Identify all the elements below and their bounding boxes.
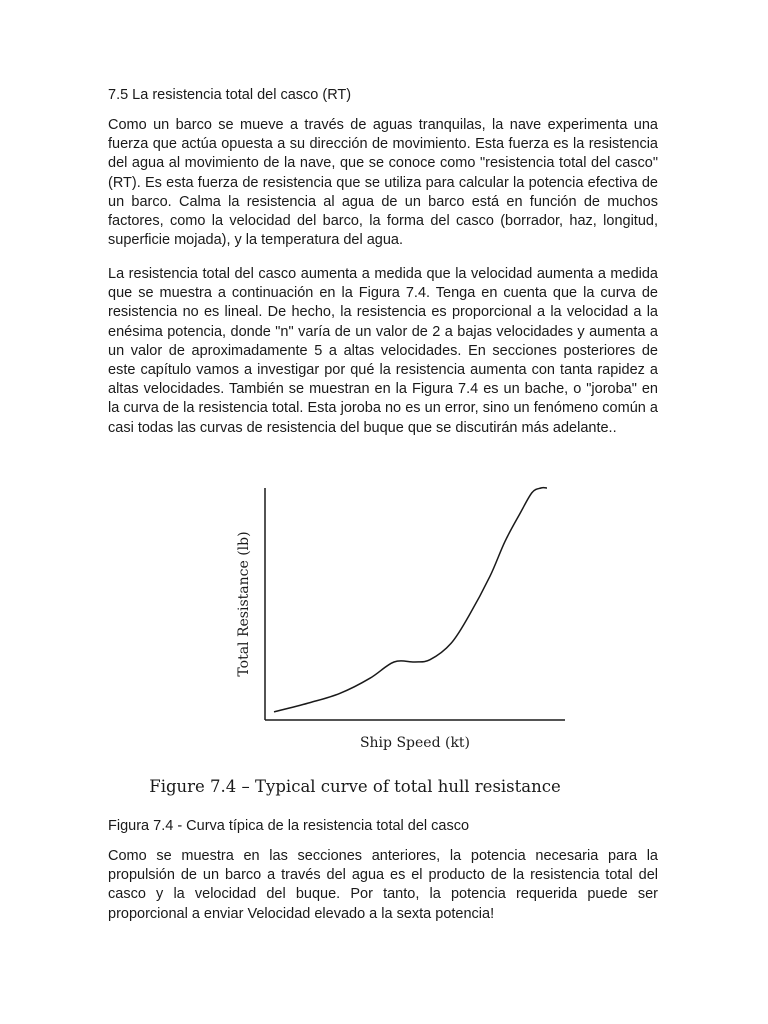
figure-caption-spanish: Figura 7.4 - Curva típica de la resistencia total del casco	[108, 818, 470, 834]
paragraph-intro: Como un barco se mueve a través de aguas tranquilas, la nave experimenta una fuerza que actúa opuesta a su dirección de movimiento. Esta fuerza es la resistencia del agua al movimiento de la nave, que se conoce como "resistencia total del casco" (RT). Es esta fuerza de resistencia que se utiliza para calcular la potencia efectiva de un barco. Calma la resistencia al agua de un barco está en función de muchos factores, como la velocidad del barco, la forma del casco (borrador, haz, longitud, superficie mojada), y la temperatura del agua.	[108, 117, 658, 249]
x-axis-label: Ship Speed (kt)	[359, 735, 471, 751]
resistance-curve-line	[274, 488, 547, 712]
section-heading: 7.5 La resistencia total del casco (RT)	[108, 87, 352, 103]
y-axis-label: Total Resistance (lb)	[236, 531, 252, 677]
resistance-chart	[149, 480, 610, 800]
paragraph-resistance-curve: La resistencia total del casco aumenta a medida que la velocidad aumenta a medida que se muestra a continuación en la Figura 7.4. Tenga en cuenta que la curva de resistencia no es lineal. De hecho, la resistencia es proporcional a la velocidad a la enésima potencia, donde "n" varía de un valor de 2 a bajas velocidades y aumenta a un valor de aproximadamente 5 a altas velocidades. En secciones posteriores de este capítulo vamos a investigar por qué la resistencia aumenta con tanta rapidez a altas velocidades. También se muestran en la Figura 7.4 es un bache, o "joroba" en la curva de la resistencia total. Esta joroba no es un error, sino un fenómeno común a casi todas las curvas de resistencia del buque que se discutirán más adelante..	[108, 266, 658, 436]
paragraph-power: Como se muestra en las secciones anteriores, la potencia necesaria para la propulsión de un barco a través del agua es el producto de la resistencia total del casco y la velocidad del buque. Por tanto, la potencia requerida puede ser proporcional a enviar Velocidad elevado a la sexta potencia!	[108, 848, 658, 922]
figure-caption-english: Figure 7.4 – Typical curve of total hull resistance	[149, 777, 561, 796]
resistance-figure	[149, 480, 610, 800]
